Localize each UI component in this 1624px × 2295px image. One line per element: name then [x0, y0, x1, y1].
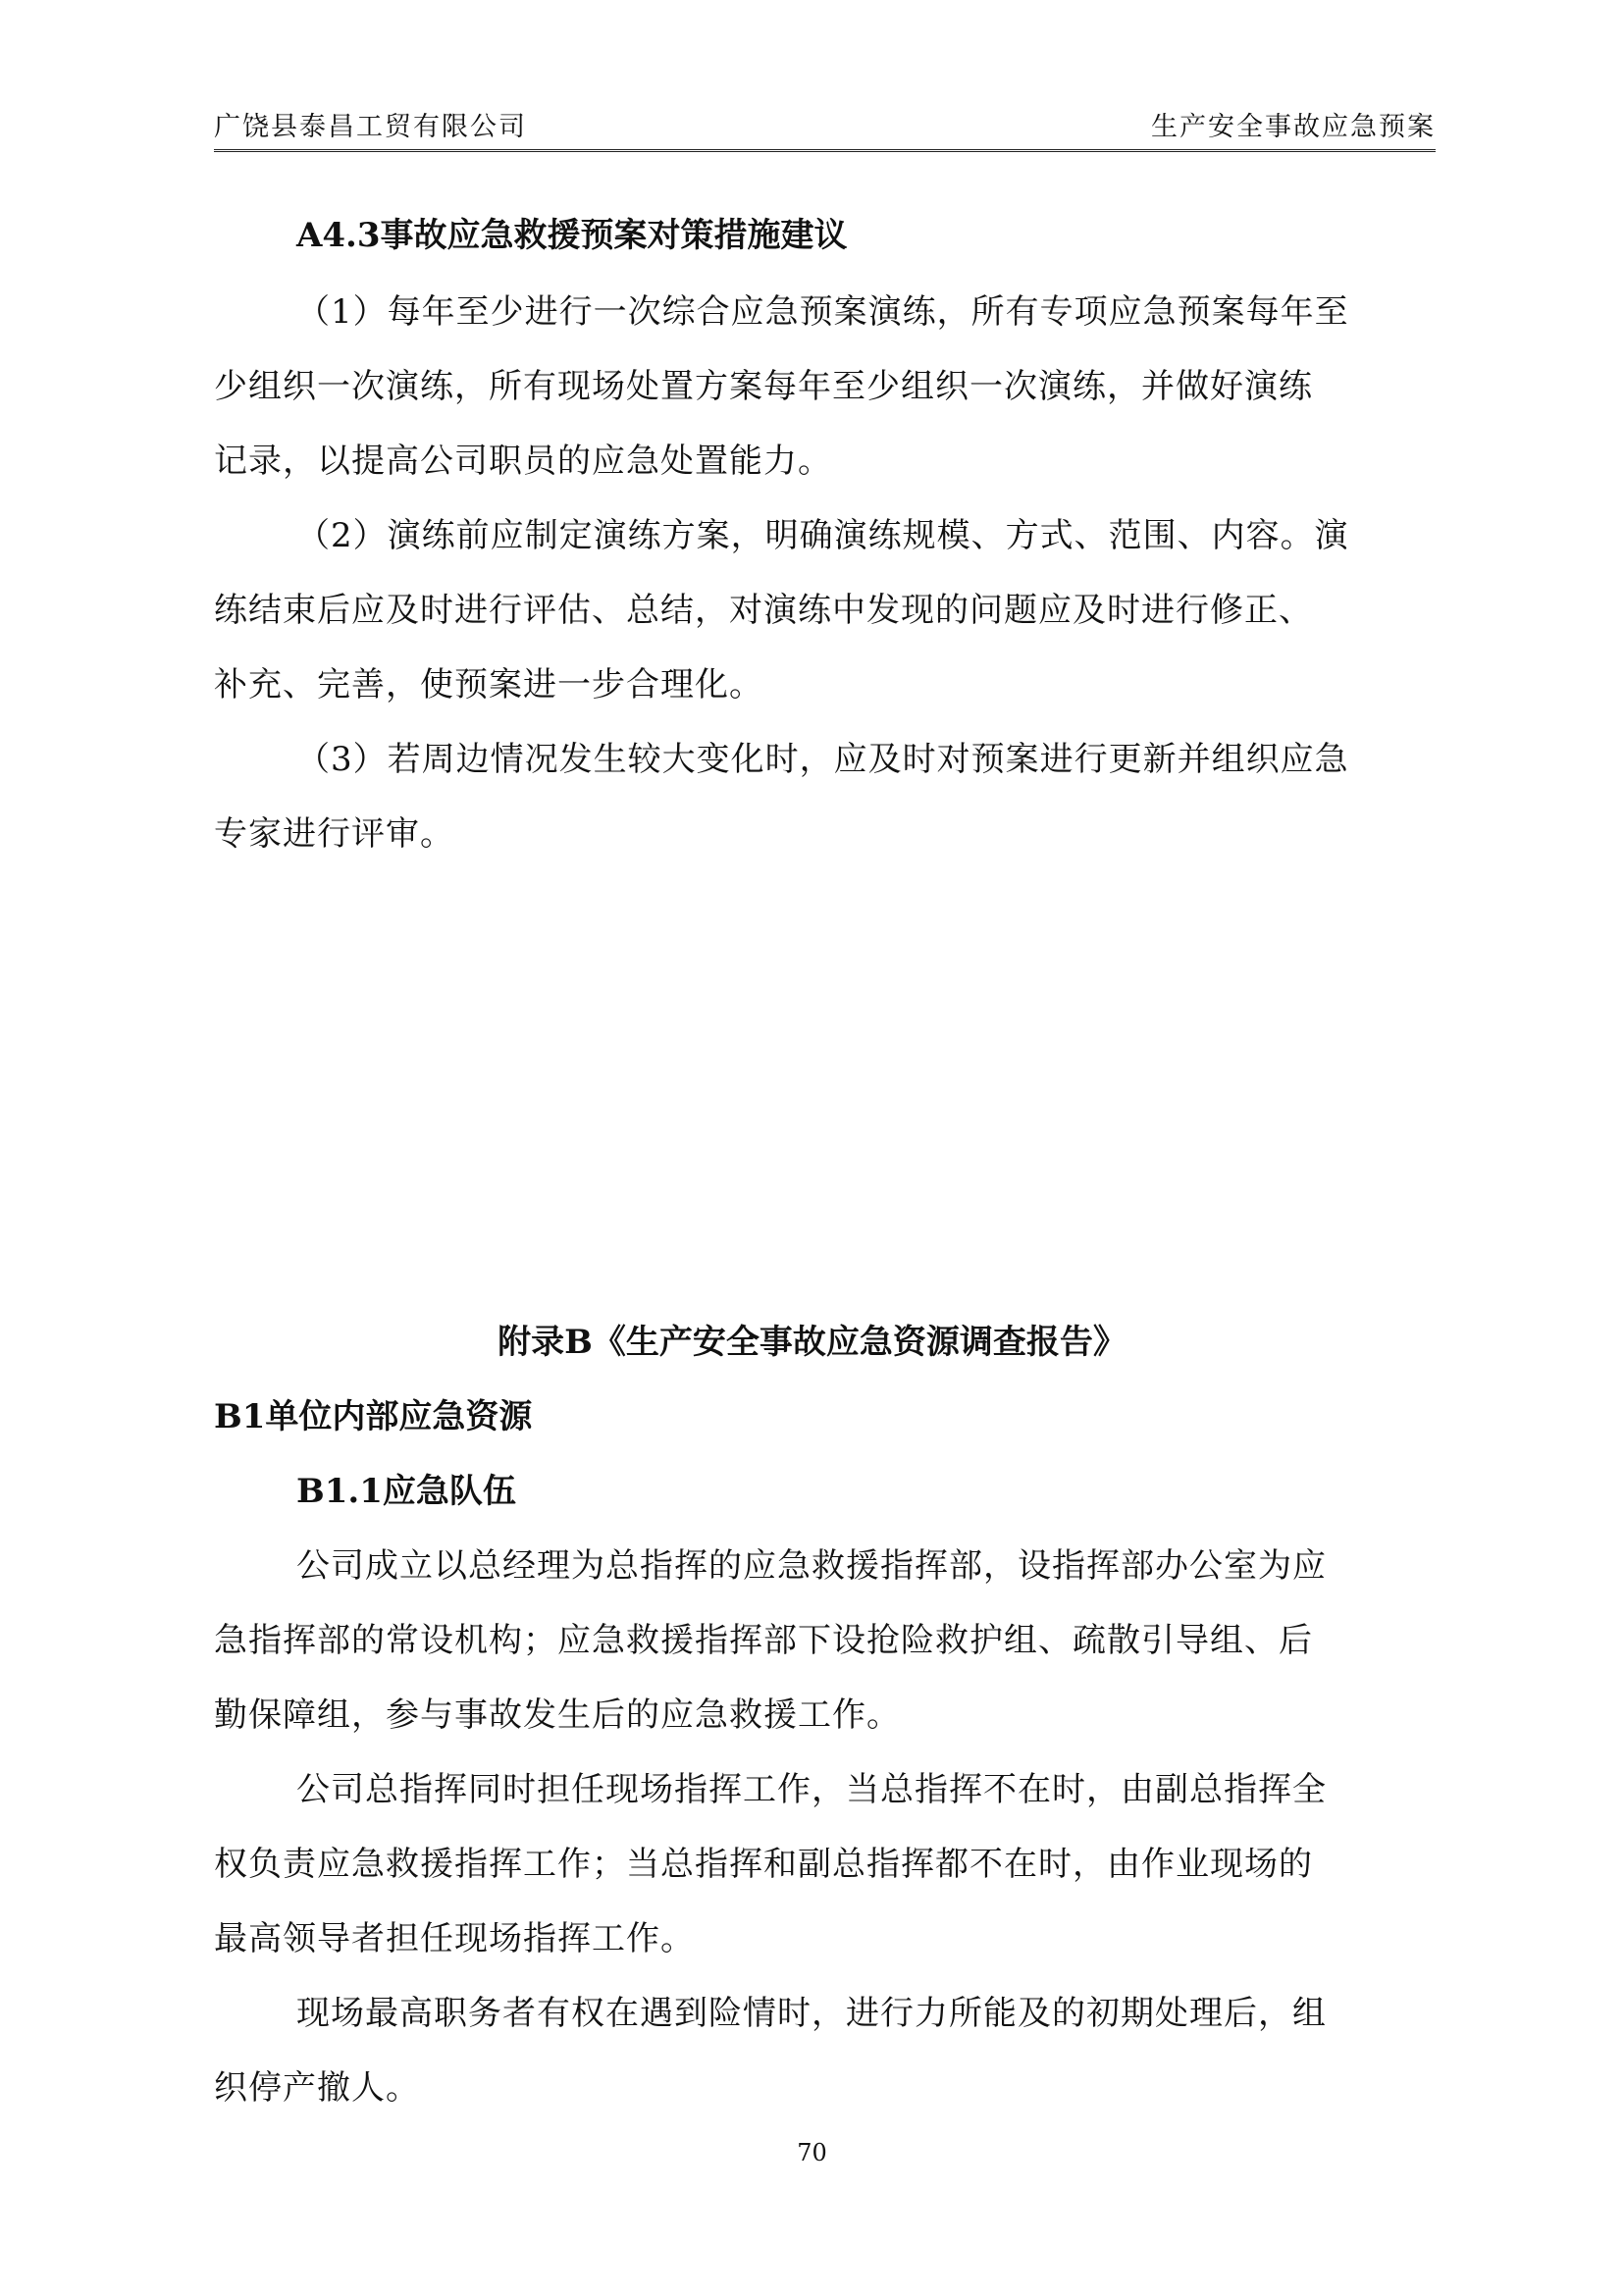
- paragraph-line: （1）每年至少进行一次综合应急预案演练，所有专项应急预案每年至: [296, 292, 1349, 332]
- paragraph-line: 现场最高职务者有权在遇到险情时，进行力所能及的初期处理后，组: [296, 1994, 1327, 2033]
- paragraph-line: 最高领导者担任现场指挥工作。: [214, 1919, 695, 1958]
- paragraph-line: （3）若周边情况发生较大变化时，应及时对预案进行更新并组织应急: [296, 740, 1349, 779]
- paragraph-line: （2）演练前应制定演练方案，明确演练规模、方式、范围、内容。演: [296, 516, 1349, 555]
- paragraph-line: 织停产撤人。: [214, 2068, 420, 2108]
- paragraph-line: 少组织一次演练，所有现场处置方案每年至少组织一次演练，并做好演练: [214, 367, 1313, 406]
- header-company-name: 广饶县泰昌工贸有限公司: [214, 112, 527, 142]
- paragraph-line: 勤保障组，参与事故发生后的应急救援工作。: [214, 1695, 901, 1735]
- paragraph-line: 权负责应急救援指挥工作；当总指挥和副总指挥都不在时，由作业现场的: [214, 1845, 1313, 1884]
- b11-heading: B1.1应急队伍: [296, 1472, 516, 1511]
- appendix-b-title: 附录B《生产安全事故应急资源调查报告》: [498, 1323, 1126, 1362]
- paragraph-line: 专家进行评审。: [214, 814, 454, 854]
- page-header: [214, 106, 1436, 152]
- paragraph-line: 补充、完善，使预案进一步合理化。: [214, 665, 763, 704]
- page-number: 70: [797, 2139, 827, 2166]
- header-document-title: 生产安全事故应急预案: [1151, 112, 1436, 142]
- paragraph-line: 练结束后应及时进行评估、总结，对演练中发现的问题应及时进行修正、: [214, 591, 1313, 630]
- b1-heading: B1单位内部应急资源: [214, 1397, 533, 1436]
- section-a43-heading: A4.3事故应急救援预案对策措施建议: [296, 216, 848, 255]
- paragraph-line: 记录，以提高公司职员的应急处置能力。: [214, 442, 832, 481]
- paragraph-line: 公司总指挥同时担任现场指挥工作，当总指挥不在时，由副总指挥全: [296, 1770, 1327, 1809]
- paragraph-line: 公司成立以总经理为总指挥的应急救援指挥部，设指挥部办公室为应: [296, 1546, 1327, 1586]
- paragraph-line: 急指挥部的常设机构；应急救援指挥部下设抢险救护组、疏散引导组、后: [214, 1621, 1313, 1660]
